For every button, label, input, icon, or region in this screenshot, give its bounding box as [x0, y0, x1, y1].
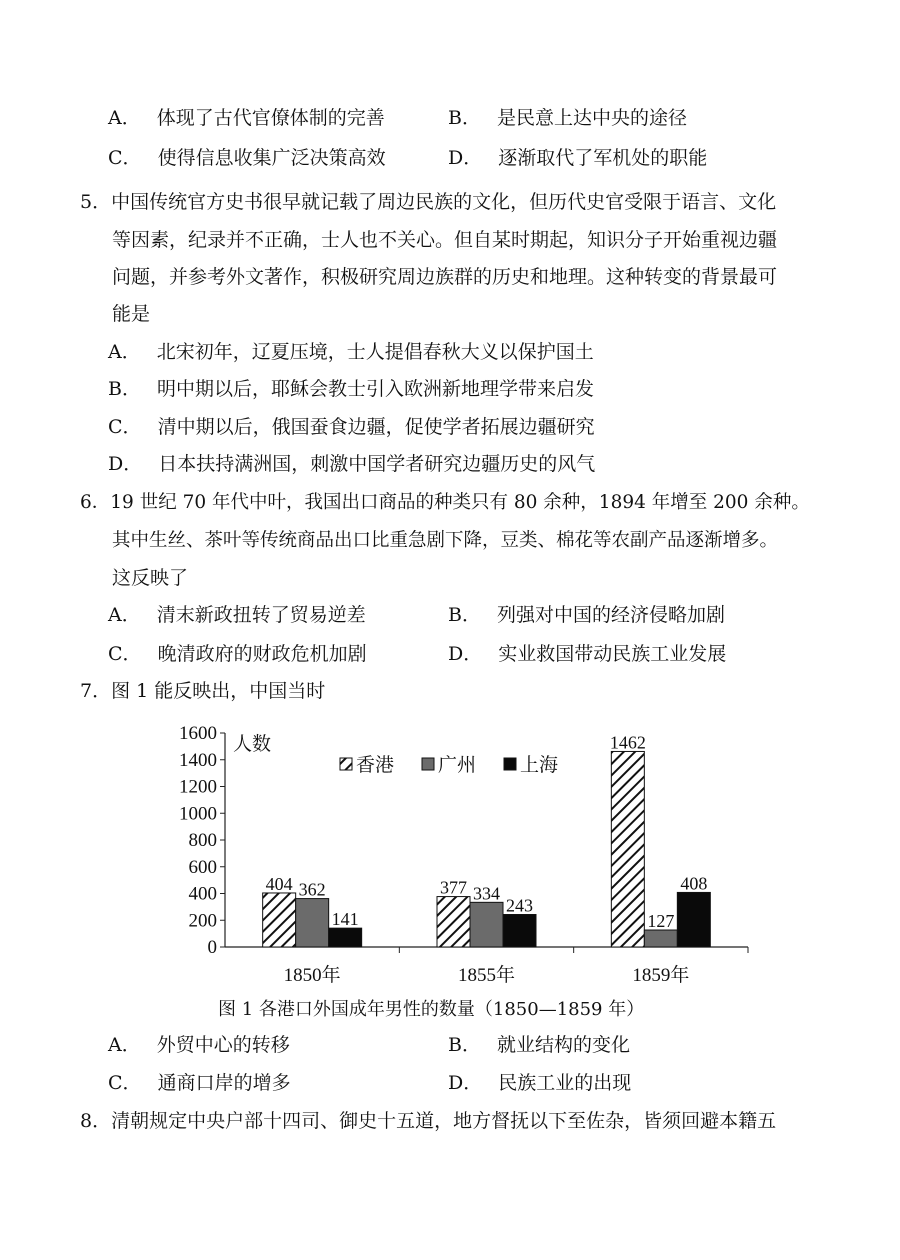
bar-2 [644, 930, 677, 947]
option-letter: D． [448, 1072, 483, 1094]
bar-2 [470, 902, 503, 947]
y-tick-label: 800 [188, 830, 217, 851]
option-text: 明中期以后，耶稣会教士引入欧洲新地理学带来启发 [157, 378, 595, 400]
y-tick-label: 200 [188, 910, 217, 932]
option-letter: B． [448, 1034, 481, 1056]
option-letter: C． [108, 1072, 142, 1094]
option-text: 是民意上达中央的途径 [497, 107, 688, 129]
q8-stem: 8．清朝规定中央户部十四司、御史十五道，地方督抚以下至佐杂，皆须回避本籍五 [80, 1110, 777, 1132]
q7-option-b [448, 1033, 630, 1057]
data-label: 127 [647, 911, 675, 932]
legend-swatch [422, 758, 434, 770]
figure-1-chart [150, 715, 770, 1000]
q5-option-b [108, 377, 594, 401]
q5-option-c [108, 415, 595, 439]
y-axis-label: 人数 [233, 734, 272, 755]
option-text: 清末新政扭转了贸易逆差 [156, 604, 366, 626]
bar-3 [677, 892, 710, 947]
option-letter: B． [448, 107, 481, 129]
bar-3 [503, 914, 536, 947]
bar-2 [296, 899, 329, 947]
q4-option-c [108, 146, 386, 170]
q5-option-d [108, 452, 595, 476]
figure-caption: 图 1 各港口外国成年男性的数量（1850—1859 年） [218, 999, 645, 1020]
option-text: 实业救国带动民族工业发展 [498, 643, 727, 665]
option-text: 北宋初年，辽夏压境，士人提倡春秋大义以保护国土 [156, 341, 594, 363]
option-letter: C． [108, 147, 142, 169]
bar-chart-svg [150, 715, 770, 1000]
y-tick-label: 0 [207, 937, 217, 958]
x-tick-label: 1850年 [283, 965, 341, 986]
option-text: 民族工业的出现 [498, 1072, 632, 1094]
option-text: 体现了古代官僚体制的完善 [156, 107, 385, 129]
q5-stem-line-3: 问题，并参考外文著作，积极研究周边族群的历史和地理。这种转变的背景最可 [112, 266, 778, 288]
q7-stem: 7．图 1 能反映出，中国当时 [80, 680, 326, 702]
q4-option-a [108, 106, 385, 130]
legend-label: 上海 [520, 755, 559, 776]
option-text: 晚清政府的财政危机加剧 [157, 643, 367, 665]
q5-option-a [108, 340, 594, 364]
option-letter: D． [448, 147, 483, 169]
legend-swatch [340, 758, 352, 770]
x-tick-label: 1855年 [457, 965, 516, 986]
option-letter: A． [108, 604, 141, 626]
bar-1 [437, 897, 470, 947]
q6-stem-line-3: 这反映了 [112, 567, 189, 589]
option-text: 列强对中国的经济侵略加剧 [497, 604, 726, 626]
q5-stem-line-4: 能是 [112, 303, 151, 325]
data-label: 243 [506, 895, 533, 916]
q6-stem-line-2: 其中生丝、茶叶等传统商品出口比重急剧下降，豆类、棉花等农副产品逐渐增多。 [112, 530, 779, 551]
data-label: 334 [473, 883, 500, 904]
q5-stem-line-1: 5．中国传统官方史书很早就记载了周边民族的文化，但历代史官受限于语言、文化 [80, 191, 777, 213]
q4-option-d [448, 146, 707, 170]
y-tick-label: 1400 [179, 749, 217, 771]
option-letter: D． [108, 453, 143, 475]
data-label: 141 [331, 909, 359, 930]
data-label: 362 [298, 879, 326, 900]
q6-option-a [108, 603, 366, 627]
option-text: 外贸中心的转移 [156, 1034, 290, 1056]
q6-stem-line-1: 6．19 世纪 70 年代中叶，我国出口商品的种类只有 80 余种，1894 年增至 200 余种。 [80, 492, 810, 513]
legend-label: 广州 [438, 755, 477, 776]
bar-1 [611, 751, 644, 947]
q6-option-b [448, 603, 725, 627]
option-letter: C． [108, 416, 142, 438]
option-letter: D． [448, 643, 483, 665]
option-letter: A． [108, 1034, 141, 1056]
q6-option-d [448, 642, 726, 666]
legend-label: 香港 [356, 755, 395, 776]
option-letter: A． [108, 107, 141, 129]
option-text: 就业结构的变化 [497, 1034, 631, 1056]
data-label: 408 [680, 873, 708, 894]
y-tick-label: 1600 [179, 723, 217, 744]
y-tick-label: 400 [188, 883, 217, 905]
y-tick-label: 1200 [179, 776, 217, 798]
data-label: 404 [265, 873, 293, 894]
data-label: 377 [440, 877, 467, 898]
option-letter: A． [108, 341, 141, 363]
q7-option-a [108, 1033, 290, 1057]
q4-option-b [448, 106, 687, 130]
option-text: 清中期以后，俄国蚕食边疆，促使学者拓展边疆研究 [157, 416, 595, 438]
bar-1 [263, 893, 296, 947]
option-letter: B． [448, 604, 481, 626]
y-tick-label: 600 [188, 856, 217, 878]
q5-stem-line-2: 等因素，纪录并不正确，士人也不关心。但自某时期起，知识分子开始重视边疆 [112, 229, 778, 251]
option-text: 逐渐取代了军机处的职能 [498, 147, 708, 169]
data-label: 1462 [609, 732, 646, 753]
option-text: 日本扶持满洲国，刺激中国学者研究边疆历史的风气 [158, 453, 596, 475]
q7-option-d [448, 1071, 631, 1095]
q6-option-c [108, 642, 367, 666]
option-letter: C． [108, 643, 142, 665]
q7-option-c [108, 1071, 291, 1095]
legend-swatch [504, 758, 516, 770]
option-letter: B． [108, 378, 141, 400]
option-text: 通商口岸的增多 [157, 1072, 291, 1094]
y-tick-label: 1000 [179, 803, 217, 825]
x-tick-label: 1859年 [632, 965, 690, 986]
option-text: 使得信息收集广泛决策高效 [157, 147, 386, 169]
bar-3 [329, 928, 362, 947]
